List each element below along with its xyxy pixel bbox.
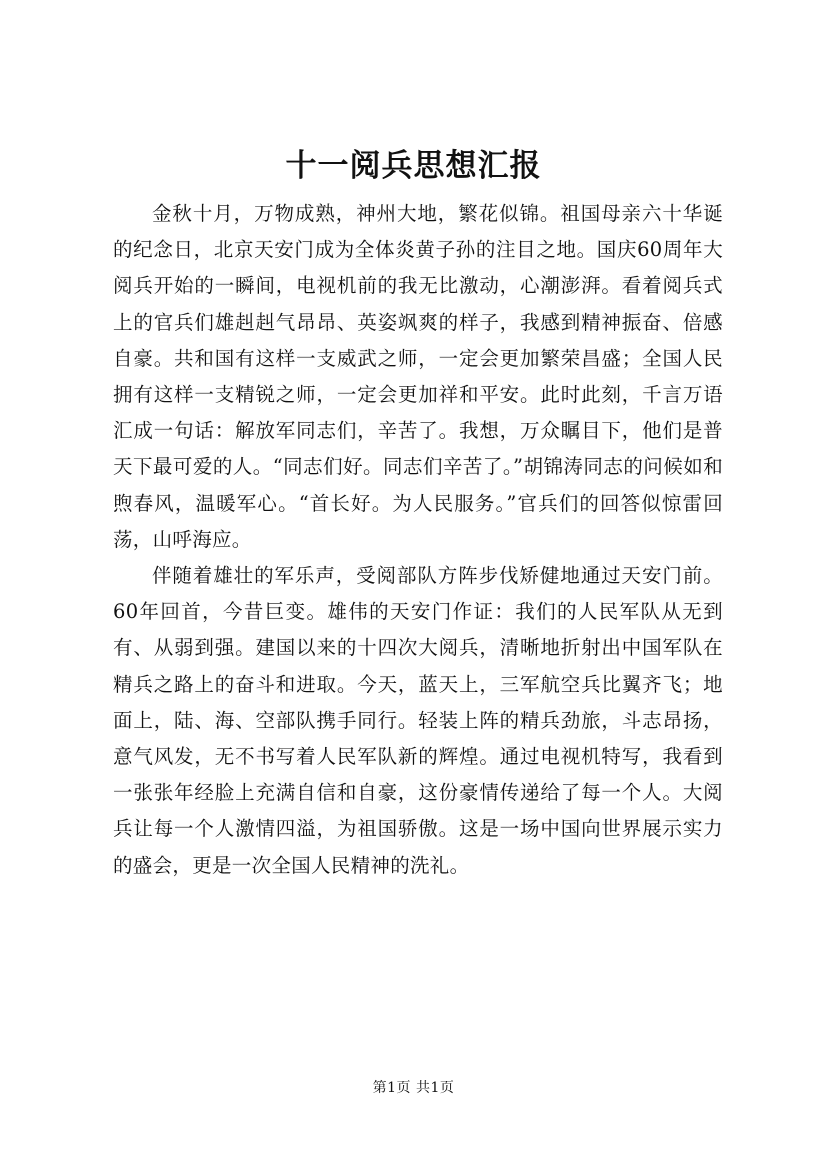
document-body — [113, 196, 723, 884]
document-title: 十一阅兵思想汇报 — [285, 148, 542, 184]
paragraph-2: 伴随着雄壮的军乐声，受阅部队方阵步伐矫健地通过天安门前。60年回首，今昔巨变。雄伟的天安门作证：我们的人民军队从无到有、从弱到强。建国以来的十四次大阅兵，清晰地折射出中国军队在精兵之路上的奋斗和进取。今天，蓝天上，三军航空兵比翼齐飞；地面上，陆、海、空部队携手同行。轻装上阵的精兵劲旅，斗志昂扬，意气风发，无不书写着人民军队新的辉煌。通过电视机特写，我看到一张张年经脸上充满自信和自豪，这份豪情传递给了每一个人。大阅兵让每一个人激情四溢，为祖国骄傲。这是一场中国向世界展示实力的盛会，更是一次全国人民精神的洗礼。 — [113, 564, 723, 877]
paragraph-1: 金秋十月，万物成熟，神州大地，繁花似锦。祖国母亲六十华诞的纪念日，北京天安门成为全体炎黄子孙的注目之地。国庆60周年大阅兵开始的一瞬间，电视机前的我无比激动，心潮澎湃。看着阅兵式上的官兵们雄赳赳气昂昂、英姿飒爽的样子，我感到精神振奋、倍感自豪。共和国有这样一支威武之师，一定会更加繁荣昌盛；全国人民拥有这样一支精锐之师，一定会更加祥和平安。此时此刻，千言万语汇成一句话：解放军同志们，辛苦了。我想，万众瞩目下，他们是普天下最可爱的人。“同志们好。同志们辛苦了。”胡锦涛同志的问候如和煦春风，温暖军心。“首长好。为人民服务。”官兵们的回答似惊雷回荡，山呼海应。 — [113, 202, 723, 551]
page-number-footer: 第1页 共1页 — [372, 1080, 455, 1096]
